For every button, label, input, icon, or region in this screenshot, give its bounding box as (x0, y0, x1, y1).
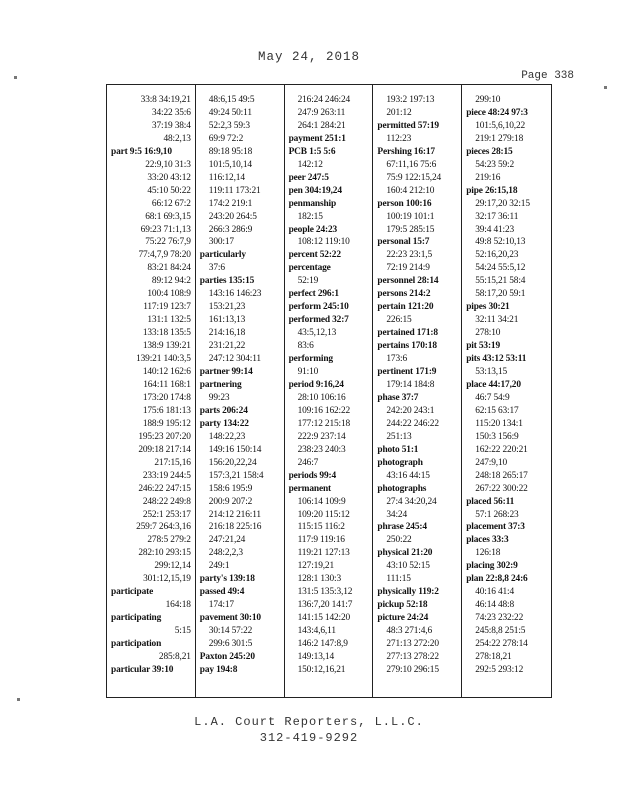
page-line-reference: 164:11 168:1 (143, 379, 191, 390)
index-term: peer 247:5 (288, 172, 329, 183)
page-line-reference: 49:24 50:11 (208, 107, 252, 118)
page-line-reference: 49:8 52:10,13 (475, 237, 526, 248)
page-line-reference: 162:22 220:21 (475, 444, 528, 455)
page-line-reference: 83:6 (297, 341, 314, 352)
page-line-reference: 242:20 243:1 (386, 405, 435, 416)
page-line-reference: 222:9 237:14 (297, 431, 346, 442)
index-term: place 44:17,20 (466, 379, 521, 390)
page-line-reference: 193:2 197:13 (386, 95, 435, 105)
page-line-reference: 148:22,23 (208, 431, 246, 442)
page-line-reference: 119:11 173:21 (208, 185, 261, 196)
page-line-reference: 22:23 23:1,5 (386, 250, 432, 261)
page-line-reference: 292:5 293:12 (475, 664, 524, 675)
page-line-reference: 67:11,16 75:6 (386, 159, 437, 170)
page-line-reference: 62:15 63:17 (475, 405, 519, 416)
page-line-reference: 158:6 195:9 (208, 483, 253, 494)
page-line-reference: 214:12 216:11 (208, 509, 261, 520)
scan-speck (604, 86, 607, 89)
page-line-reference: 100:4 108:9 (147, 289, 191, 300)
page-line-reference: 248:22 249:8 (142, 496, 191, 507)
page-line-reference: 106:14 109:9 (297, 496, 346, 507)
page-line-reference: 58:17,20 59:1 (475, 289, 526, 300)
page-line-reference: 52:2,3 59:3 (208, 120, 250, 131)
court-reporter-name: L.A. Court Reporters, L.L.C. (194, 715, 424, 729)
index-term: piece 48:24 97:3 (466, 107, 528, 118)
page-line-reference: 39:4 41:23 (475, 224, 515, 235)
page-line-reference: 127:19,21 (297, 561, 335, 572)
page-line-reference: 157:3,21 158:4 (208, 470, 264, 481)
page-line-reference: 48:3 271:4,6 (386, 626, 432, 637)
page-line-reference: 27:4 34:20,24 (386, 496, 437, 507)
page-line-reference: 164:18 (165, 600, 191, 611)
page-line-reference: 55:15,21 58:4 (475, 276, 526, 287)
page-line-reference: 46:14 48:8 (475, 600, 515, 611)
page-line-reference: 100:19 101:1 (386, 211, 435, 222)
index-term: persons 214:2 (377, 289, 431, 300)
deposition-date: May 24, 2018 (257, 50, 360, 64)
page-line-reference: 32:17 36:11 (475, 211, 519, 222)
page-line-reference: 299:6 301:5 (208, 639, 253, 650)
page-line-reference: 278:5 279:2 (147, 535, 191, 546)
page-line-reference: 101:5,6,10,22 (475, 120, 526, 131)
page-line-reference: 217:15,16 (154, 457, 191, 468)
page-line-reference: 246:22 247:15 (138, 483, 191, 494)
page-line-reference: 278:10 (475, 328, 501, 339)
page-line-reference: 188:9 195:12 (142, 418, 191, 429)
page-line-reference: 301:12,15,19 (143, 574, 191, 585)
page-line-reference: 142:12 (297, 159, 323, 170)
index-term: particular 39:10 (111, 664, 174, 675)
page-line-reference: 136:7,20 141:7 (297, 600, 353, 611)
page-line-reference: 246:7 (297, 457, 319, 468)
page-line-reference: 30:14 57:22 (208, 626, 253, 637)
index-term: photograph (377, 457, 423, 468)
index-term: pay 194:8 (199, 664, 238, 675)
page-line-reference: 117:19 123:7 (143, 302, 191, 313)
page-line-reference: 37:19 38:4 (151, 120, 191, 131)
index-term: percent 52:22 (288, 250, 341, 261)
page-line-reference: 179:5 285:15 (386, 224, 435, 235)
page-line-reference: 279:10 296:15 (386, 664, 439, 675)
page-line-reference: 115:15 116:2 (297, 522, 345, 533)
index-term: picture 24:24 (377, 613, 429, 624)
page-line-reference: 267:22 300:22 (475, 483, 528, 494)
page-line-reference: 299:12,14 (154, 561, 191, 572)
page-line-reference: 179:14 184:8 (386, 379, 435, 390)
index-term: performed 32:7 (288, 315, 349, 326)
index-term: pertained 171:8 (377, 328, 438, 339)
page-line-reference: 83:21 84:24 (147, 263, 191, 274)
page-line-reference: 248:2,2,3 (208, 548, 243, 559)
page-line-reference: 126:18 (475, 548, 501, 559)
page-line-reference: 119:21 127:13 (297, 548, 350, 559)
page-line-reference: 175:6 181:13 (142, 405, 191, 416)
page-line-reference: 248:18 265:17 (475, 470, 528, 481)
page-line-reference: 91:10 (297, 367, 319, 378)
page-line-reference: 139:21 140:3,5 (136, 354, 191, 365)
page-line-reference: 249:1 (208, 561, 230, 572)
index-term: pieces 28:15 (466, 146, 513, 157)
page-line-reference: 247:9 263:11 (297, 107, 346, 118)
index-term: permitted 57:19 (377, 120, 439, 131)
index-term: participation (111, 639, 162, 650)
index-term: pavement 30:10 (199, 613, 261, 624)
word-index-table (106, 84, 552, 698)
page-line-reference: 233:19 244:5 (142, 470, 191, 481)
page-line-reference: 115:20 134:1 (475, 418, 523, 429)
page-line-reference: 89:18 95:18 (208, 146, 253, 157)
page-line-reference: 108:12 119:10 (297, 237, 350, 248)
page-line-reference: 300:17 (208, 237, 234, 248)
page-line-reference: 173:20 174:8 (142, 392, 191, 403)
index-term: percentage (288, 263, 331, 274)
index-term: passed 49:4 (199, 587, 245, 598)
page-line-reference: 216:24 246:24 (297, 95, 351, 105)
index-term: partner 99:14 (199, 367, 253, 378)
page-line-reference: 52:19 (297, 276, 319, 287)
page-line-reference: 282:10 293:15 (138, 548, 191, 559)
page-line-reference: 68:1 69:3,15 (145, 211, 191, 222)
page-line-reference: 201:12 (386, 107, 412, 118)
index-term: phase 37:7 (377, 392, 419, 403)
index-term: pertinent 171:9 (377, 367, 437, 378)
page-line-reference: 117:9 119:16 (297, 535, 345, 546)
page-line-reference: 48:6,15 49:5 (208, 95, 255, 105)
page-line-reference: 271:13 272:20 (386, 639, 439, 650)
index-term: plan 22:8,8 24:6 (466, 574, 528, 585)
page-line-reference: 128:1 130:3 (297, 574, 341, 585)
page-line-reference: 251:13 (386, 431, 412, 442)
index-term: photo 51:1 (377, 444, 419, 455)
page-line-reference: 57:1 268:23 (475, 509, 519, 520)
page-line-reference: 43:10 52:15 (386, 561, 430, 572)
index-term: participate (111, 587, 154, 598)
index-term: partnering (199, 379, 242, 390)
scan-speck (14, 76, 17, 79)
page-line-reference: 216:18 225:16 (208, 522, 262, 533)
page-line-reference: 150:3 156:9 (475, 431, 519, 442)
index-term: periods 99:4 (288, 470, 337, 481)
page-line-reference: 173:6 (386, 354, 407, 365)
index-term: personnel 28:14 (377, 276, 439, 287)
page-line-reference: 52:16,20,23 (475, 250, 519, 261)
page-line-reference: 138:9 139:21 (142, 341, 191, 352)
page-line-reference: 37:6 (208, 263, 225, 274)
index-term: physically 119:2 (377, 587, 439, 598)
index-column-3 (285, 85, 374, 697)
page-line-reference: 226:15 (386, 315, 412, 326)
page-line-reference: 200:9 207:2 (208, 496, 253, 507)
page-line-reference: 45:10 50:22 (147, 185, 191, 196)
index-term: pertains 170:18 (377, 341, 437, 352)
page-line-reference: 195:23 207:20 (138, 431, 191, 442)
page-line-reference: 238:23 240:3 (297, 444, 346, 455)
page-line-reference: 247:9,10 (475, 457, 508, 468)
index-term: period 9:16,24 (288, 379, 344, 390)
page-line-reference: 111:15 (386, 574, 411, 585)
index-term: pickup 52:18 (377, 600, 428, 611)
page-line-reference: 74:23 232:22 (475, 613, 524, 624)
page-line-reference: 174:17 (208, 600, 234, 611)
page-line-reference: 153:21,23 (208, 302, 246, 313)
page-line-reference: 177:12 215:18 (297, 418, 351, 429)
page-line-reference: 48:2,13 (163, 133, 191, 144)
page-line-reference: 254:22 278:14 (475, 639, 528, 650)
page-line-reference: 141:15 142:20 (297, 613, 351, 624)
page-line-reference: 54:24 55:5,12 (475, 263, 526, 274)
index-term: pipes 30:21 (466, 302, 510, 313)
page-line-reference: 140:12 162:6 (142, 367, 191, 378)
index-term: payment 251:1 (288, 133, 346, 144)
index-term: perfect 296:1 (288, 289, 339, 300)
page-line-reference: 69:23 71:1,13 (140, 224, 191, 235)
page-line-reference: 40:16 41:4 (475, 587, 515, 598)
page-number: Page 338 (521, 70, 574, 82)
page-line-reference: 156:20,22,24 (208, 457, 257, 468)
court-reporter-phone: 312-419-9292 (259, 731, 359, 745)
page-line-reference: 214:16,18 (208, 328, 246, 339)
page-line-reference: 231:21,22 (208, 341, 246, 352)
page-line-reference: 28:10 106:16 (297, 392, 346, 403)
page-line-reference: 243:20 264:5 (208, 211, 257, 222)
page-line-reference: 99:23 (208, 392, 230, 403)
page-line-reference: 174:2 219:1 (208, 198, 253, 209)
index-term: phrase 245:4 (377, 522, 427, 533)
page-line-reference: 247:21,24 (208, 535, 246, 546)
page-line-reference: 75:9 122:15,24 (386, 172, 442, 183)
page-line-reference: 46:7 54:9 (475, 392, 510, 403)
scan-speck (17, 698, 20, 701)
index-term: person 100:16 (377, 198, 432, 209)
index-term: penmanship (288, 198, 337, 209)
index-term: photographs (377, 483, 427, 494)
page-line-reference: 247:12 304:11 (208, 354, 261, 365)
index-column-4 (373, 85, 462, 697)
page-line-reference: 250:22 (386, 535, 412, 546)
index-term: pits 43:12 53:11 (466, 354, 527, 365)
index-term: permanent (288, 483, 331, 494)
index-term: pipe 26:15,18 (466, 185, 518, 196)
index-term: pit 53:19 (466, 341, 500, 352)
index-term: party 134:22 (199, 418, 249, 429)
page-line-reference: 149:13,14 (297, 651, 335, 662)
page-line-reference: 33:8 34:19,21 (140, 95, 191, 105)
page-line-reference: 182:15 (297, 211, 323, 222)
index-term: physical 21:20 (377, 548, 433, 559)
index-term: places 33:3 (466, 535, 509, 546)
page-line-reference: 131:1 132:5 (147, 315, 191, 326)
page-line-reference: 77:4,7,9 78:20 (138, 250, 191, 261)
page-line-reference: 259:7 264:3,16 (136, 522, 191, 533)
page-line-reference: 143:16 146:23 (208, 289, 262, 300)
index-term: part 9:5 16:9,10 (111, 146, 172, 157)
index-term: placement 37:3 (466, 522, 525, 533)
page-line-reference: 143:4,6,11 (297, 626, 336, 637)
page-line-reference: 219:16 (475, 172, 501, 183)
page-line-reference: 109:16 162:22 (297, 405, 351, 416)
page-line-reference: 149:16 150:14 (208, 444, 262, 455)
page-line-reference: 43:16 44:15 (386, 470, 430, 481)
page-line-reference: 146:2 147:8,9 (297, 639, 348, 650)
index-column-2 (196, 85, 285, 697)
page-line-reference: 112:23 (386, 133, 412, 144)
page-line-reference: 285:8,21 (158, 651, 191, 662)
page-line-reference: 209:18 217:14 (138, 444, 191, 455)
index-term: PCB 1:5 5:6 (288, 146, 336, 157)
index-term: placed 56:11 (466, 496, 515, 507)
index-term: Pershing 16:17 (377, 146, 435, 157)
index-term: personal 15:7 (377, 237, 430, 248)
page-line-reference: 109:20 115:12 (297, 509, 350, 520)
page-line-reference: 29:17,20 32:15 (475, 198, 530, 209)
page-line-reference: 5:15 (174, 626, 191, 637)
page-line-reference: 22:9,10 31:3 (145, 159, 191, 170)
page-line-reference: 299:10 (475, 95, 501, 105)
index-term: Paxton 245:20 (199, 651, 255, 662)
page-line-reference: 53:13,15 (475, 367, 508, 378)
page-line-reference: 252:1 253:17 (142, 509, 191, 520)
index-term: particularly (199, 250, 246, 261)
page-line-reference: 89:12 94:2 (151, 276, 191, 287)
page-line-reference: 266:3 286:9 (208, 224, 253, 235)
page-line-reference: 34:24 (386, 509, 407, 520)
index-term: pertain 121:20 (377, 302, 434, 313)
index-term: pen 304:19,24 (288, 185, 342, 196)
page-line-reference: 69:9 72:2 (208, 133, 244, 144)
index-column-5 (462, 85, 551, 697)
page-line-reference: 278:18,21 (475, 651, 512, 662)
index-term: perform 245:10 (288, 302, 349, 313)
page-line-reference: 131:5 135:3,12 (297, 587, 353, 598)
index-term: placing 302:9 (466, 561, 518, 572)
page-line-reference: 116:12,14 (208, 172, 245, 183)
page-line-reference: 264:1 284:21 (297, 120, 346, 131)
page-line-reference: 72:19 214:9 (386, 263, 430, 274)
index-term: parts 206:24 (199, 405, 248, 416)
index-term: participating (111, 613, 162, 624)
page-line-reference: 160:4 212:10 (386, 185, 435, 196)
page-line-reference: 75:22 76:7,9 (145, 237, 191, 248)
page-line-reference: 133:18 135:5 (142, 328, 191, 339)
index-term: performing (288, 354, 333, 365)
page-line-reference: 150:12,16,21 (297, 664, 346, 675)
page-line-reference: 101:5,10,14 (208, 159, 252, 170)
page-line-reference: 54:23 59:2 (475, 159, 515, 170)
page-line-reference: 277:13 278:22 (386, 651, 439, 662)
page-line-reference: 34:22 35:6 (151, 107, 191, 118)
page-line-reference: 219:1 279:18 (475, 133, 524, 144)
page-line-reference: 32:11 34:21 (475, 315, 519, 326)
index-column-1 (107, 85, 196, 697)
page-line-reference: 43:5,12,13 (297, 328, 337, 339)
index-term: party's 139:18 (199, 574, 255, 585)
page-line-reference: 245:8,8 251:5 (475, 626, 526, 637)
index-term: people 24:23 (288, 224, 338, 235)
page-line-reference: 161:13,13 (208, 315, 246, 326)
page-line-reference: 66:12 67:2 (151, 198, 191, 209)
page-line-reference: 33:20 43:12 (147, 172, 191, 183)
page-line-reference: 244:22 246:22 (386, 418, 439, 429)
index-term: parties 135:15 (199, 276, 255, 287)
